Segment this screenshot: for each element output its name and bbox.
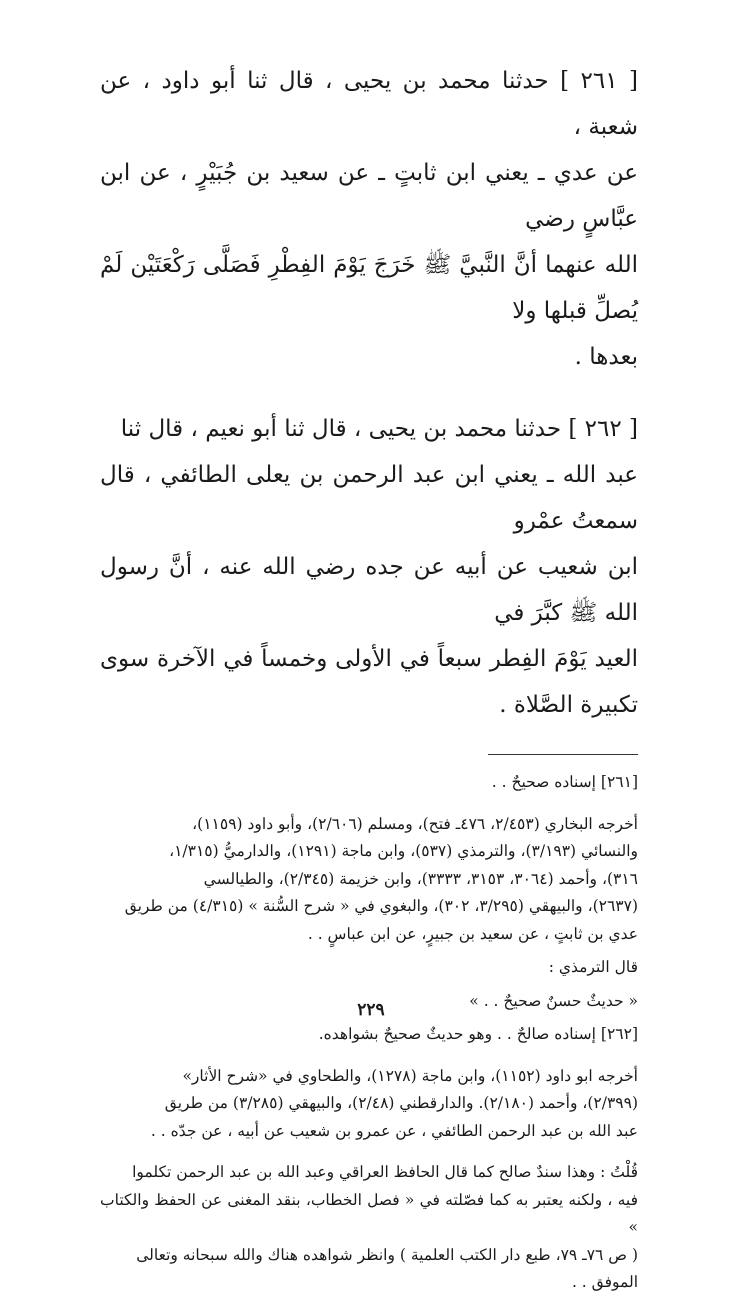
note-line: ٣١٦)، وأحمد (٣٠٦٤، ٣١٥٣، ٣٣٣٣)، وابن خزيمة (٢/٣٤٥)، والطيالسي [203, 869, 638, 888]
note-line: عبد الله بن عبد الرحمن الطائفي ، عن عمرو بن شعيب عن أبيه ، عن جدّه . . [150, 1121, 638, 1140]
note-line: (٢٦٣٧)، والبيهقي (٣/٢٩٥، ٣٠٢)، والبغوي في « شرح السُّنة » (٤/٣١٥) من طريق [124, 897, 638, 915]
note-line: أخرجه ابو داود (١١٥٢)، وابن ماجة (١٢٧٨)، والطحاوي في «شرح الأثار» [182, 1066, 638, 1085]
note-line: والنسائي (٣/١٩٣)، والترمذي (٥٣٧)، وابن ماجة (١٢٩١)، والدارميُّ (١/٣١٥، [169, 842, 638, 860]
hadith-261 [100, 58, 638, 380]
note-line: عدي بن ثابتٍ ، عن سعيد بن جبيرٍ، عن ابن عباسٍ . . [307, 924, 638, 943]
hadith-262 [100, 406, 638, 728]
note-line: أخرجه البخاري (٢/٤٥٣، ٤٧٦ـ فتح)، ومسلم (٢/٦٠٦)، وأبو داود (١١٥٩)، [192, 814, 638, 833]
tirmidhi-quote: « حديثٌ حسنٌ صحيحٌ . . » [469, 991, 638, 1010]
note-262-takhrij [100, 1063, 638, 1146]
page-number: ٢٢٩ [357, 1000, 385, 1020]
hadith-line: ابن شعيب عن أبيه عن جده رضي الله عنه ، أنَّ رسول الله ﷺ كبَّرَ في [100, 554, 638, 626]
hadith-line: عن عدي ـ يعني ابن ثابتٍ ـ عن سعيد بن جُبَيْرٍ ، عن ابن عبَّاسٍ رضي [100, 160, 638, 232]
hadith-line: [ ٢٦١ ] حدثنا محمد بن يحيى ، قال ثنا أبو داود ، عن شعبة ، [100, 68, 638, 140]
hadith-line: العيد يَوْمَ الفِطر سبعاً في الأولى وخمساً في الآخرة سوى تكبيرة الصَّلاة . [100, 646, 638, 718]
note-261-title: [٢٦١] إسناده صحيحٌ . . [491, 773, 638, 791]
hadith-line: بعدها . [574, 344, 638, 370]
note-line: (٢/٣٩٩)، وأحمد (٢/١٨٠). والدارقطني (٢/٤٨)، والبيهقي (٣/٢٨٥) من طريق [164, 1094, 638, 1112]
tirmidhi-label: قال الترمذي : [548, 958, 638, 976]
note-262-title: [٢٦٢] إسناده صالحٌ . . وهو حديثٌ صحيحٌ بشواهده. [318, 1025, 638, 1043]
note-261-takhrij [100, 811, 638, 949]
hadith-line: الله عنهما أنَّ النَّبيَّ ﷺ خَرَجَ يَوْمَ الفِطْرِ فَصَلَّى رَكْعَتَيْن لَمْ يُصلِّ قبلها ولا [100, 252, 638, 324]
note-line: ( ص ٧٦ـ ٧٩، طبع دار الكتب العلمية ) وانظر شواهده هناك والله سبحانه وتعالى [136, 1245, 638, 1264]
footnotes [100, 769, 638, 1297]
note-line: الموفق . . [571, 1273, 638, 1291]
note-line: فيه ، ولكنه يعتبر به كما فصّلته في « فصل الخطاب، بنقد المغنى عن الحفظ والكتاب » [100, 1190, 638, 1236]
footnote-divider [488, 754, 638, 755]
hadith-line: عبد الله ـ يعني ابن عبد الرحمن بن يعلى الطائفي ، قال سمعتُ عمْرو [100, 462, 638, 534]
author-comment [100, 1159, 638, 1297]
note-line: قُلْتُ : وهذا سندٌ صالح كما قال الحافظ العراقي وعبد الله بن عبد الرحمن تكلموا [132, 1163, 638, 1181]
hadith-line: [ ٢٦٢ ] حدثنا محمد بن يحيى ، قال ثنا أبو نعيم ، قال ثنا [120, 416, 638, 442]
